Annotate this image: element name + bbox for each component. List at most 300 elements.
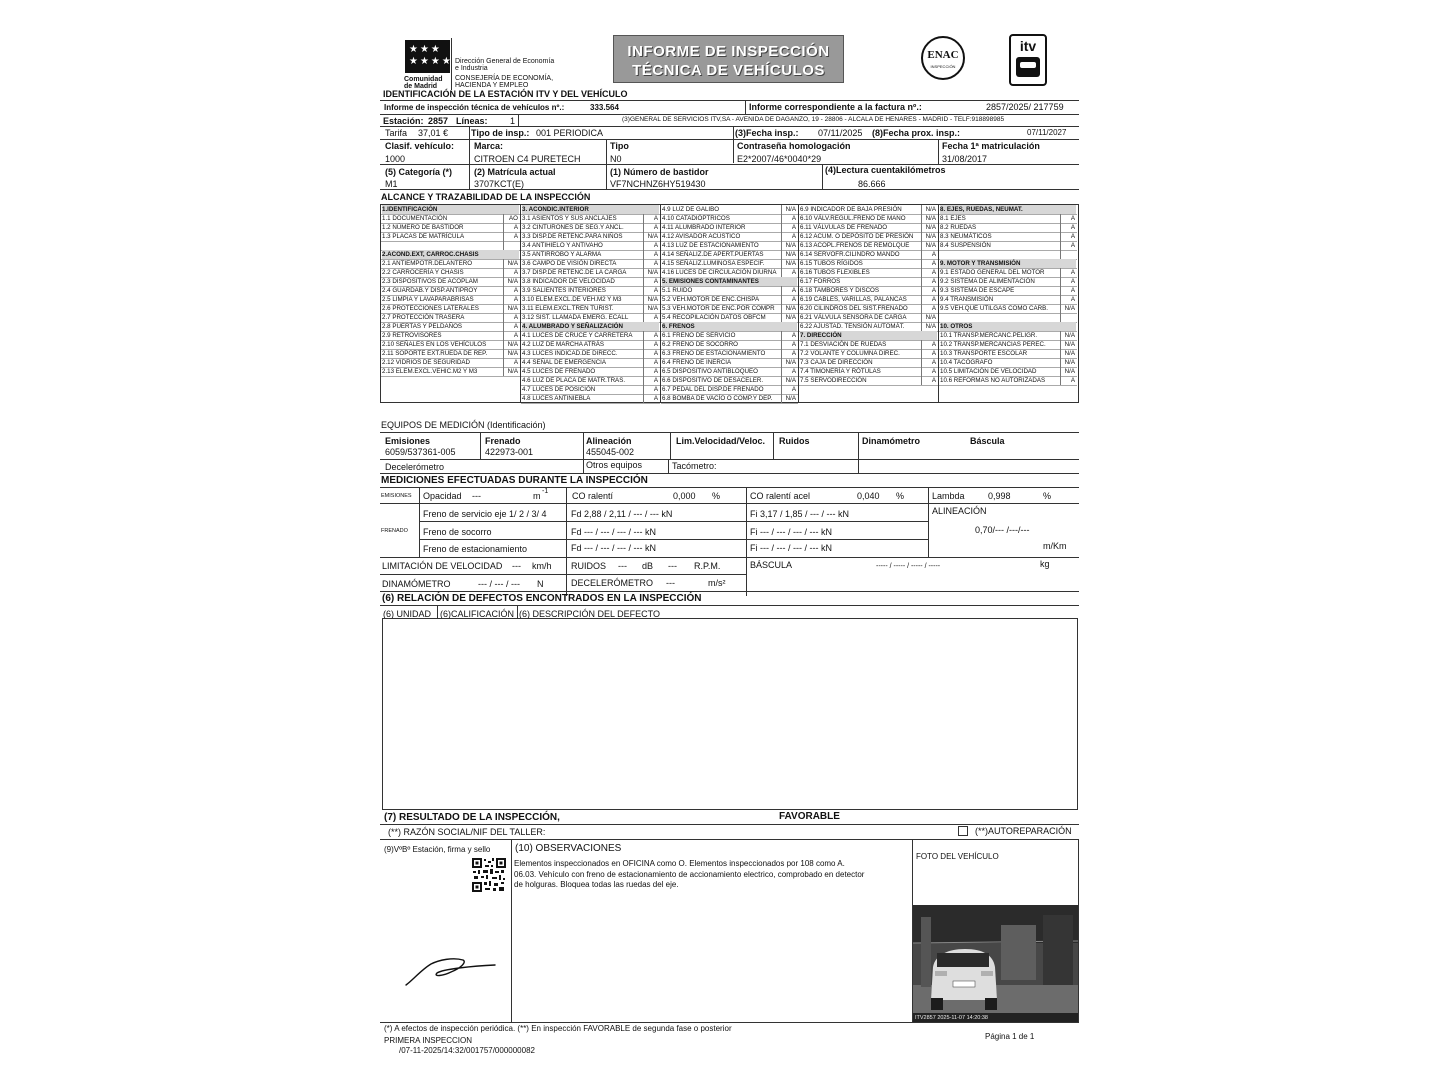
scope-item-result: A: [653, 278, 658, 285]
lambda-unit: %: [1043, 491, 1052, 501]
scope-item-result: A: [653, 386, 658, 393]
measurements-title: MEDICIONES EFECTUADAS DURANTE LA INSPECCIÓN: [381, 475, 648, 486]
scope-item-label: 4.5 LUCES DE FRENADO: [522, 368, 596, 375]
opacidad-exponent: -1: [542, 488, 549, 495]
co-ralenti-unit: %: [712, 491, 721, 501]
scope-section-header: 1.IDENTIFICACIÓN: [382, 205, 519, 214]
scope-item-label: 2.13 ELEM.EXCL.VEHIC.M2 Y M3: [382, 368, 478, 375]
station-info: (3)GENERAL DE SERVICIOS ITV,SA - AVENIDA DE DAGANZO, 19 - 28806 - ALCALA DE HENARES - MADRID - TELF:918898985: [622, 116, 1005, 123]
scope-item-result: N/A: [1064, 368, 1075, 375]
scope-item-result: A: [653, 341, 658, 348]
scope-item-label: 2.10 SEÑALES EN LOS VEHÍCULOS: [382, 341, 487, 348]
scope-item-result: A: [653, 368, 658, 375]
opacidad-label: Opacidad: [423, 491, 462, 501]
scope-item-result: A: [791, 215, 796, 222]
defects-col-unidad: (6) UNIDAD: [383, 609, 432, 619]
scope-item-result: A: [513, 287, 518, 294]
scope-item-result: A: [513, 269, 518, 276]
scope-item-result: A: [513, 332, 518, 339]
scope-item-label: 4.15 SEÑALIZ.LUMINOSA ESPECIF.: [662, 260, 765, 267]
lines-value: 1: [510, 116, 516, 126]
dinamometro-label: DINAMÓMETRO: [382, 579, 451, 589]
scope-item-result: N/A: [785, 359, 796, 366]
scope-item-label: 5.1 RUIDO: [662, 287, 693, 294]
scope-item-result: A: [513, 359, 518, 366]
scope-item-label: 4.12 AVISADOR ACÚSTICO: [662, 233, 741, 240]
clasif-label: Clasif. vehículo:: [385, 141, 455, 151]
scope-item-label: 7.5 SERVODIRECCIÓN: [800, 377, 867, 384]
scope-item-label: 8.3 NEUMÁTICOS: [940, 233, 992, 240]
categoria-value: M1: [385, 179, 398, 189]
scope-section-header: 2.ACOND.EXT, CARROC.CHASIS: [382, 250, 519, 259]
org-name-line2: de Madrid: [404, 83, 438, 90]
emisiones-tag: EMISIONES: [381, 493, 412, 499]
scope-item-label: 6.17 FORROS: [800, 278, 841, 285]
footer-code: /07-11-2025/14:32/001757/000000082: [399, 1046, 535, 1055]
scope-section-header: 9. MOTOR Y TRANSMISIÓN: [940, 259, 1076, 268]
scope-item-label: 7.2 VOLANTE Y COLUMNA DIREC.: [800, 350, 900, 357]
scope-item-result: [1061, 250, 1075, 259]
dept-line1: Dirección General de Economía: [455, 58, 555, 65]
scope-item-result: A: [931, 278, 936, 285]
scope-section-header: 7. DIRECCIÓN: [800, 331, 937, 340]
scope-item-result: A: [513, 314, 518, 321]
scope-item-label: 6.13 ACOPL.FRENOS DE REMOLQUE: [800, 242, 910, 249]
scope-item-result: A: [1070, 278, 1075, 285]
scope-item-label: 3.9 SALIENTES INTERIORES: [522, 287, 606, 294]
scope-item-label: 9.5 VEH.QUE UTILGAS COMO CARB.: [940, 305, 1048, 312]
page-number: Página 1 de 1: [985, 1032, 1035, 1041]
tipo-insp-value: 001 PERIODICA: [536, 128, 604, 138]
scope-item-result: A: [513, 224, 518, 231]
scope-item-result: N/A: [507, 260, 518, 267]
scope-item-label: 4.11 ALUMBRADO INTERIOR: [662, 224, 746, 231]
dinamometro-value: --- / --- / ---: [478, 579, 520, 589]
scope-item-label: 2.7 PROTECCIÓN TRASERA: [382, 314, 465, 321]
scope-item-label: 3.2 CINTURONES DE SEG.Y ANCL.: [522, 224, 624, 231]
scope-item-label: 4.8 LUCES ANTINIEBLA: [522, 395, 591, 402]
scope-item-result: N/A: [647, 269, 658, 276]
co-acel-unit: %: [896, 491, 905, 501]
scope-item-label: 8.2 RUEDAS: [940, 224, 977, 231]
scope-item-result: [504, 241, 518, 250]
title-line1: INFORME DE INSPECCIÓN: [627, 43, 830, 60]
observaciones-line2: 06.03. Vehículo con freno de estacionamiento de accionamiento electrico, comprobado en detector: [514, 870, 865, 879]
bascula-unit: kg: [1040, 559, 1050, 569]
scope-item-result: A: [653, 287, 658, 294]
scope-item-result: A: [931, 341, 936, 348]
scope-item-result: A: [791, 224, 796, 231]
scope-section-header: 5. EMISIONES CONTAMINANTES: [662, 277, 797, 286]
scope-item-result: A: [513, 296, 518, 303]
fecha-prox-value: 07/11/2027: [1027, 128, 1067, 137]
tipo-label: Tipo: [610, 141, 629, 151]
scope-item-result: N/A: [785, 251, 796, 258]
scope-item-result: A: [931, 296, 936, 303]
scope-item-label: 6.12 ACUM. O DEPÓSITO DE PRESIÓN: [800, 233, 914, 240]
scope-item-result: A: [1070, 287, 1075, 294]
eq-alineacion-label: Alineación: [586, 436, 632, 446]
scope-item-label: 3.3 DISP.DE RETENC.PARA NIÑOS: [522, 233, 623, 240]
dinamometro-unit: N: [537, 579, 544, 589]
scope-item-result: A: [513, 323, 518, 330]
scope-item-label: 6.18 TAMBORES Y DISCOS: [800, 287, 879, 294]
eq-otros-label: Otros equipos: [586, 460, 643, 470]
scope-item-label: 4.16 LUCES DE CIRCULACIÓN DIURNA: [662, 269, 777, 276]
fecha-insp-label: (3)Fecha insp.:: [735, 128, 799, 138]
scope-item-result: A: [1070, 233, 1075, 240]
lambda-value: 0,998: [988, 491, 1011, 501]
scope-section-header: 10. OTROS: [940, 322, 1076, 331]
scope-item-result: N/A: [785, 314, 796, 321]
scope-item-result: N/A: [925, 233, 936, 240]
scope-item-result: A: [931, 269, 936, 276]
scope-item-label: 6.15 TUBOS RÍGIDOS: [800, 260, 863, 267]
scope-item-result: N/A: [507, 305, 518, 312]
firma-label: (9)VºBº Estación, firma y sello: [384, 845, 491, 854]
scope-item-result: N/A: [925, 314, 936, 321]
scope-item-result: A: [653, 332, 658, 339]
scope-item-result: N/A: [925, 224, 936, 231]
scope-item-label: 2.3 DISPOSITIVOS DE ACOPLAM: [382, 278, 478, 285]
scope-item-label: 2.11 SOPORTE EXT.RUEDA DE REP.: [382, 350, 488, 357]
scope-item-result: A: [791, 368, 796, 375]
report-number-label: Informe de inspección técnica de vehículos nº.:: [384, 103, 565, 112]
scope-item-result: A: [1070, 215, 1075, 222]
scope-item-label: 1.1 DOCUMENTACIÓN: [382, 215, 448, 222]
scope-item-label: 6.14 SERVOFR.CILINDRO MANDO: [800, 251, 900, 258]
scope-item-result: N/A: [507, 278, 518, 285]
scope-item-result: N/A: [925, 206, 936, 213]
scope-item-label: 2.6 PROTECCIONES LATERALES: [382, 305, 479, 312]
scope-item-label: 5.2 VEH.MOTOR DE ENC.CHISPA: [662, 296, 760, 303]
limvel-label: LIMITACIÓN DE VELOCIDAD: [382, 561, 503, 571]
scope-item-result: A: [931, 260, 936, 267]
scope-item-label: 6.6 DISPOSITIVO DE DESACELER.: [662, 377, 764, 384]
photo-timestamp: ITV2857 2025-11-07 14:20:38: [915, 1014, 988, 1021]
scope-item-result: A: [791, 233, 796, 240]
clasif-value: 1000: [385, 154, 406, 164]
result-value: FAVORABLE: [779, 811, 840, 822]
km-label: (4)Lectura cuentakilómetros: [825, 165, 946, 175]
scope-item-label: 10.6 REFORMAS NO AUTORIZADAS: [940, 377, 1046, 384]
scope-item-result: A: [931, 377, 936, 384]
socorro-label: Freno de socorro: [423, 527, 492, 537]
scope-item-result: A: [513, 233, 518, 240]
decel-unit: m/s²: [708, 578, 726, 588]
homolog-label: Contraseña homologación: [737, 141, 851, 151]
alineacion-value: 0,70/--- /---/---: [975, 525, 1030, 535]
star-icon: ★★★ ★★★★: [409, 44, 453, 67]
frenado-tag: FRENADO: [381, 528, 408, 534]
scope-item-result: AO: [509, 215, 518, 222]
report-number: 333.564: [590, 103, 619, 112]
equipment-title-sub: (Identificación): [487, 420, 546, 430]
observaciones-label: (10) OBSERVACIONES: [515, 843, 622, 854]
co-acel-label: CO ralentí acel: [750, 491, 811, 501]
co-acel-value: 0,040: [857, 491, 880, 501]
autoreparacion-checkbox[interactable]: [958, 826, 968, 836]
alineacion-unit: m/Km: [1043, 541, 1067, 551]
scope-item-label: 3.1 ASIENTOS Y SUS ANCLAJES: [522, 215, 617, 222]
scope-item-label: 2.12 VIDRIOS DE SEGURIDAD: [382, 359, 471, 366]
lambda-label: Lambda: [932, 491, 965, 501]
scope-item-result: N/A: [785, 395, 796, 402]
fecha-insp-value: 07/11/2025: [818, 128, 863, 138]
matricula-label: (2) Matrícula actual: [474, 167, 556, 177]
scope-item-result: N/A: [647, 233, 658, 240]
scope-item-result: N/A: [785, 260, 796, 267]
scope-item-label: 10.5 LIMITACIÓN DE VELOCIDAD: [940, 368, 1037, 375]
km-value: 86.666: [858, 179, 886, 189]
scope-item-label: 9.4 TRANSMISIÓN: [940, 296, 994, 303]
scope-item-result: A: [791, 341, 796, 348]
scope-item-label: 3.12 SIST. LLAMADA EMERG. ECALL: [522, 314, 629, 321]
station-value: 2857: [428, 116, 449, 126]
equipment-title-main: EQUIPOS DE MEDICIÓN: [381, 420, 485, 430]
scope-item-label: 6.19 CABLES, VARILLAS, PALANCAS: [800, 296, 907, 303]
scope-item-result: A: [791, 386, 796, 393]
scope-item-result: A: [1070, 242, 1075, 249]
scope-item-result: N/A: [1064, 341, 1075, 348]
scope-item-label: 9.2 SISTEMA DE ALIMENTACIÓN: [940, 278, 1035, 285]
org-name-line1: Comunidad: [404, 76, 443, 83]
invoice-label: Informe correspondiente a la factura nº.:: [749, 102, 922, 112]
taller-label: (**) RAZÓN SOCIAL/NIF DEL TALLER:: [388, 827, 546, 837]
scope-item-label: 4.9 LUZ DE GALIBO: [662, 206, 720, 213]
scope-item-result: A: [791, 350, 796, 357]
rpm-value: ---: [668, 561, 677, 571]
scope-item-result: A: [791, 269, 796, 276]
scope-item-label: 6.5 DISPOSITIVO ANTIBLOQUEO: [662, 368, 758, 375]
limvel-unit: km/h: [532, 561, 552, 571]
categoria-label: (5) Categoría (*): [385, 167, 453, 177]
scope-section-header: 6. FRENOS: [662, 322, 797, 331]
scope-item-label: 4.2 LUZ DE MARCHA ATRÁS: [522, 341, 605, 348]
scope-item-label: 10.4 TACÓGRAFO: [940, 359, 993, 366]
scope-item-label: 6.3 FRENO DE ESTACIONAMIENTO: [662, 350, 766, 357]
scope-item-result: [1061, 313, 1075, 322]
itv-label: itv: [1019, 38, 1037, 54]
scope-item-result: N/A: [785, 206, 796, 213]
scope-section-header: 3. ACONDIC.INTERIOR: [522, 205, 659, 214]
eq-tacometro-label: Tacómetro:: [672, 461, 717, 471]
eq-alineacion-value: 455045-002: [586, 447, 635, 457]
scope-item-result: N/A: [925, 242, 936, 249]
scope-item-result: A: [931, 251, 936, 258]
result-label: (7) RESULTADO DE LA INSPECCIÓN,: [384, 812, 560, 823]
scope-item-label: 3.7 DISP.DE RETENC.DE LA CARGA: [522, 269, 627, 276]
scope-section-header: 4. ALUMBRADO Y SEÑALIZACIÓN: [522, 322, 659, 331]
rpm-unit: R.P.M.: [694, 561, 721, 571]
madrid-logo: [405, 40, 453, 73]
scope-item-result: A: [931, 305, 936, 312]
observaciones-line1: Elementos inspeccionados en OFICINA como O. Elementos inspeccionados por 108 como A.: [514, 859, 845, 868]
ruidos-value: ---: [618, 561, 627, 571]
scope-item-label: 3.8 INDICADOR DE VELOCIDAD: [522, 278, 615, 285]
scope-item-result: A: [931, 368, 936, 375]
scope-item-label: 4.14 SEÑALIZ.DE APERT.PUERTAS: [662, 251, 764, 258]
scope-item-result: N/A: [1064, 350, 1075, 357]
scope-item-label: 2.2 CARROCERÍA Y CHASIS: [382, 269, 464, 276]
scope-item-label: 4.1 LUCES DE CRUCE Y CARRETERA: [522, 332, 633, 339]
estac-fd: Fd --- / --- / --- / --- kN: [571, 543, 656, 553]
scope-item-result: A: [1070, 224, 1075, 231]
marca-label: Marca:: [474, 141, 504, 151]
scope-item-label: 4.13 LUZ DE ESTACIONAMIENTO: [662, 242, 759, 249]
scope-item-result: N/A: [507, 368, 518, 375]
ruidos-label: RUIDOS: [571, 561, 607, 571]
scope-item-label: 3.4 ANTIHIELO Y ANTIVAHO: [522, 242, 603, 249]
scope-item-label: 4.3 LUCES INDICAD.DE DIRECC.: [522, 350, 618, 357]
dept-line4: HACIENDA Y EMPLEO: [455, 82, 529, 89]
scope-item-label: 6.1 FRENO DE SERVICIO: [662, 332, 736, 339]
marca-value: CITROEN C4 PURETECH: [474, 154, 581, 164]
scope-item-label: 6.10 VÁLV.REGUL.FRENO DE MANO: [800, 215, 906, 222]
bascula-value: ----- / ----- / ----- / -----: [876, 563, 941, 570]
scope-item-label: 9.3 SISTEMA DE ESCAPE: [940, 287, 1015, 294]
ruidos-unit: dB: [642, 561, 654, 571]
scope-item-result: A: [791, 332, 796, 339]
scope-item-label: 4.6 LUZ DE PLACA DE MATR.TRAS.: [522, 377, 626, 384]
decel-label: DECELERÓMETRO: [571, 578, 654, 588]
scope-item-result: A: [791, 287, 796, 294]
scope-item-result: N/A: [925, 323, 936, 330]
scope-item-result: A: [931, 359, 936, 366]
co-ralenti-value: 0,000: [673, 491, 696, 501]
scope-item-label: 7.1 DESVIACIÓN DE RUEDAS: [800, 341, 887, 348]
eq-emisiones-label: Emisiones: [385, 436, 431, 446]
autoreparacion-label: (**)AUTOREPARACIÓN: [975, 826, 1072, 836]
title-line2: TÉCNICA DE VEHÍCULOS: [632, 62, 825, 79]
socorro-fi: Fi --- / --- / --- / --- kN: [750, 527, 832, 537]
scope-item-label: 6.2 FRENO DE SOCORRO: [662, 341, 738, 348]
eq-frenado-value: 422973-001: [485, 447, 534, 457]
scope-item-result: N/A: [647, 305, 658, 312]
tipo-value: N0: [610, 154, 622, 164]
scope-item-result: A: [653, 314, 658, 321]
limvel-value: ---: [512, 561, 521, 571]
observaciones-line3: de holguras. Bloquea todas las ruedas del eje.: [514, 880, 679, 889]
scope-item-result: N/A: [647, 296, 658, 303]
scope-item-result: A: [791, 296, 796, 303]
scope-item-label: 4.7 LUCES DE POSICIÓN: [522, 386, 596, 393]
scope-item-label: 6.11 VÁLVULAS DE FRENADO: [800, 224, 888, 231]
footer-note: (*) A efectos de inspección periódica. (**) En inspección FAVORABLE de segunda fase o posterior: [384, 1024, 732, 1033]
defects-col-desc: (6) DESCRIPCIÓN DEL DEFECTO: [519, 609, 661, 619]
scope-item-label: 3.6 CAMPO DE VISIÓN DIRECTA: [522, 260, 617, 267]
qr-code: [471, 857, 507, 893]
bastidor-value: VF7NCHNZ6HY519430: [610, 179, 706, 189]
scope-item-label: 4.4 SEÑAL DE EMERGENCIA: [522, 359, 607, 366]
defects-title: (6) RELACIÓN DE DEFECTOS ENCONTRADOS EN LA INSPECCIÓN: [382, 593, 702, 604]
foto-label: FOTO DEL VEHÍCULO: [916, 852, 999, 861]
enac-label: ENAC: [927, 49, 959, 61]
bastidor-label: (1) Número de bastidor: [610, 167, 709, 177]
defects-col-calif: (6)CALIFICACIÓN: [440, 609, 515, 619]
station-section-title: IDENTIFICACIÓN DE LA ESTACIÓN ITV Y DEL VEHÍCULO: [383, 89, 628, 99]
scope-item-result: A: [1070, 377, 1075, 384]
servicio-fi: Fi 3,17 / 1,85 / --- / --- kN: [750, 509, 850, 519]
matric-date-label: Fecha 1ª matriculación: [942, 141, 1040, 151]
scope-item-label: 6.22 AJUSTAD. TENSIÓN AUTOMÁT.: [800, 323, 905, 330]
scope-item-result: N/A: [507, 341, 518, 348]
scope-item-label: 8.4 SUSPENSIÓN: [940, 242, 991, 249]
tipo-insp-label: Tipo de insp.:: [471, 128, 530, 138]
scope-item-label: 2.9 RETROVISORES: [382, 332, 442, 339]
scope-item-label: 5.4 RECOPILACIÓN DATOS OBFCM: [662, 314, 766, 321]
socorro-fd: Fd --- / --- / --- / --- kN: [571, 527, 656, 537]
scope-item-label: [940, 313, 1061, 322]
scope-item-result: N/A: [785, 305, 796, 312]
scope-item-label: 7.3 CAJA DE DIRECCIÓN: [800, 359, 873, 366]
scope-item-result: A: [931, 350, 936, 357]
scope-item-result: A: [653, 395, 658, 402]
eq-emisiones-value: 6059/537361-005: [385, 447, 456, 457]
scope-title: ALCANCE Y TRAZABILIDAD DE LA INSPECCIÓN: [381, 192, 591, 202]
invoice-number: 2857/2025/ 217759: [986, 102, 1064, 112]
scope-item-label: 2.8 PUERTAS Y PELDAÑOS: [382, 323, 463, 330]
dept-line2: e Industria: [455, 65, 488, 72]
co-ralenti-label: CO ralentí: [572, 491, 614, 501]
scope-section-header: 8. EJES, RUEDAS, NEUMAT.: [940, 205, 1076, 214]
title-block: [613, 35, 844, 83]
alineacion-label: ALINEACIÓN: [932, 506, 987, 516]
signature: [403, 952, 498, 990]
scope-item-result: N/A: [785, 377, 796, 384]
scope-item-label: 2.1 ANTIEMPOTR.DELANTERO: [382, 260, 473, 267]
scope-item-label: 2.4 GUARDAB.Y DISP.ANTIPROY: [382, 287, 478, 294]
decel-value: ---: [666, 578, 675, 588]
scope-item-result: A: [653, 242, 658, 249]
scope-item-label: 3.10 ELEM.EXCL.DE VEH.M2 Y M3: [522, 296, 622, 303]
scope-item-label: 10.2 TRANSP.MERCANCIAS PEREC.: [940, 341, 1046, 348]
eq-bascula-label: Báscula: [970, 436, 1005, 446]
scope-item-result: N/A: [1064, 332, 1075, 339]
scope-item-label: 2.5 LIMPIA Y LAVAPARABRISAS: [382, 296, 474, 303]
scope-item-result: N/A: [785, 242, 796, 249]
vehicle-photo: [913, 905, 1078, 1022]
tarifa-value: 37,01 €: [418, 128, 449, 138]
scope-item-label: 1.3 PLACAS DE MATRÍCULA: [382, 233, 465, 240]
scope-item-result: N/A: [925, 215, 936, 222]
tarifa-label: Tarifa: [385, 128, 408, 138]
scope-item-label: 4.10 CATADIÓPTRICOS: [662, 215, 730, 222]
scope-item-result: N/A: [507, 350, 518, 357]
scope-item-result: A: [653, 215, 658, 222]
scope-item-result: N/A: [1064, 359, 1075, 366]
scope-item-result: N/A: [1064, 305, 1075, 312]
scope-item-label: 6.7 PEDAL DEL DISP.DE FRENADO: [662, 386, 764, 393]
scope-item-label: 10.3 TRANSPORTE ESCOLAR: [940, 350, 1028, 357]
scope-item-result: A: [931, 287, 936, 294]
enac-logo: [921, 36, 965, 84]
car-icon: [1016, 57, 1040, 77]
scope-item-label: 9.1 ESTADO GENERAL DEL MOTOR: [940, 269, 1045, 276]
scope-item-result: A: [653, 350, 658, 357]
enac-sub: INSPECCIÓN: [930, 64, 956, 69]
scope-item-label: 10.1 TRANSP.MERCANC.PELIGR.: [940, 332, 1038, 339]
dept-line3: CONSEJERÍA DE ECONOMÍA,: [455, 75, 554, 82]
scope-item-result: A: [653, 359, 658, 366]
scope-item-label: 3.5 ANTIRROBO Y ALARMA: [522, 251, 602, 258]
station-label: Estación:: [383, 116, 424, 126]
opacidad-unit: m: [533, 491, 541, 501]
scope-item-label: 6.4 FRENO DE INERCIA: [662, 359, 732, 366]
scope-item-label: 6.8 BOMBA DE VACÍO O COMP.Y DEP.: [662, 395, 773, 402]
lines-label: Líneas:: [456, 116, 488, 126]
scope-item-label: 6.16 TUBOS FLEXIBLES: [800, 269, 870, 276]
